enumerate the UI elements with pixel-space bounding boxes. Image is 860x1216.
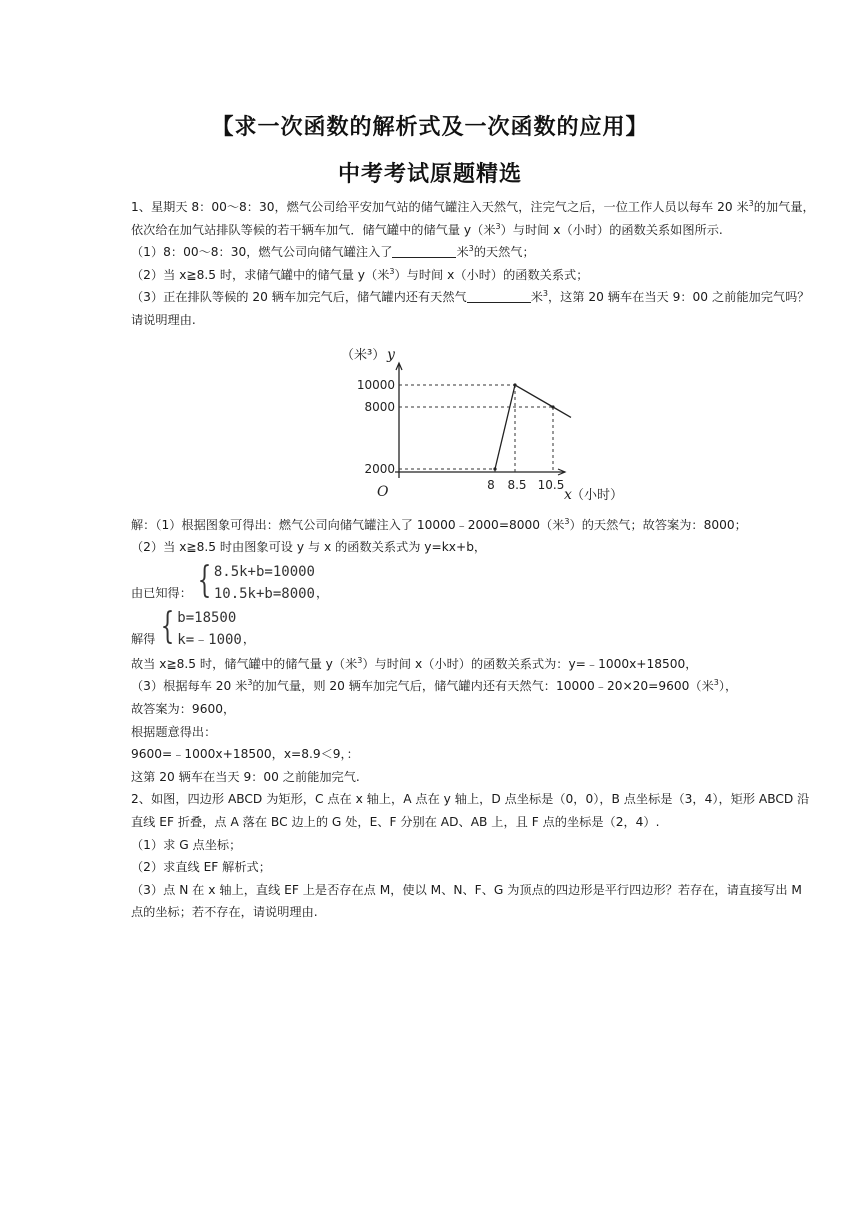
document-body [131,196,835,924]
answer-blank [392,245,456,258]
q2-line-2: 直线 EF 折叠，点 A 落在 BC 边上的 G 处，E、F 分别在 AD、AB 上，且 F 点的坐标是（2，4）. [131,814,660,829]
x-tick-label: 10.5 [537,477,565,492]
equation: 8.5k+b=10000 [213,563,315,580]
x-tick-label: 8 [487,477,495,492]
equation: k=﹣1000 [177,631,242,648]
y-tick-label: 2000 [364,461,395,476]
main-title: 【求一次函数的解析式及一次函数的应用】 [211,115,649,140]
sub-title: 中考考试原题精选 [337,162,522,187]
equation-system-1: 由已知得： { 8.5k+b=10000 10.5k+b=8000 ， [131,561,835,605]
equation: b=18500 [177,609,237,626]
sol-line-1: 解：（1）根据图象可得出：燃气公司向储气罐注入了 10000﹣2000=8000（米$^3$）的天然气；故答案为：8000； [131,516,747,532]
brace-icon: { [197,559,212,601]
data-point [551,405,554,408]
graph-guides [399,385,553,472]
q2-item-1: （1）求 G 点坐标； [131,837,242,852]
equation-system-2: 解得 { b=18500 k=﹣1000 ， [131,607,835,651]
sol-line-10: 这第 20 辆车在当天 9：00 之前能加完气. [131,769,360,784]
storage-graph [341,346,624,508]
y-tick-label: 10000 [356,377,395,392]
q2-item-3-cont: 点的坐标；若不存在，请说明理由. [131,905,318,920]
x-unit-label: （小时） [571,487,624,503]
sol-line-5: 故当 x≧8.5 时，储气罐中的储气量 y（米$^3$）与时间 x（小时）的函数关系式为：y=﹣1000x+18500， [131,655,698,671]
q2-item-3: （3）点 N 在 x 轴上，直线 EF 上是否存在点 M，使以 M、N、F、G 为顶点的四边形是平行四边形？若存在，请直接写出 M [131,882,802,897]
q1-item-3-cont: 请说明理由. [131,312,196,327]
q1-intro-line2: 依次给在加气站排队等候的若干辆车加气．储气罐中的储气量 y（米$^3$）与时间 x（小时）的函数关系如图所示. [131,221,723,237]
equation: 10.5k+b=8000 [213,585,315,602]
data-point [513,383,516,386]
q2-item-2: （2）求直线 EF 解析式； [131,860,271,875]
data-point [493,467,496,470]
q1-item-3: （3）正在排队等候的 20 辆车加完气后，储气罐内还有天然气 米$^3$，这第 20 辆车在当天 9：00 之前能加完气吗？ [131,289,810,305]
answer-blank [467,290,531,303]
origin-label: O [377,483,389,500]
sol-line-6: （3）根据每车 20 米$^3$的加气量，则 20 辆车加完气后，储气罐内还有天然气：10000﹣20×20=9600（米$^3$）， [131,678,738,694]
q2-line-1: 2、如图，四边形 ABCD 为矩形，C 点在 x 轴上，A 点在 y 轴上，D 点坐标是（0，0），B 点坐标是（3，4），矩形 ABCD 沿 [131,792,810,807]
y-tick-label: 8000 [364,399,395,414]
sol-line-2: （2）当 x≧8.5 时由图象可设 y 与 x 的函数关系式为 y=kx+b， [131,540,487,555]
graph-axes [357,363,565,492]
x-tick-label: 8.5 [507,477,527,492]
graph-series [493,383,571,470]
graph-labels [341,347,623,503]
q1-item-1: （1）8：00～8：30，燃气公司向储气罐注入了 米$^3$的天然气； [131,244,535,260]
brace-icon: { [160,605,175,647]
y-unit-label: （米³） [341,347,386,363]
sol-line-9: 9600=﹣1000x+18500，x=8.9＜9，： [131,747,359,762]
q1-intro-line1: 1、星期天 8：00～8：30，燃气公司给平安加气站的储气罐注入天然气，注完气之后，一位工作人员以每车 20 米$^3$的加气量， [131,199,815,214]
y-axis-var: y [387,346,395,363]
sol-line-8: 根据题意得出： [131,724,217,739]
sol-line-7: 故答案为：9600， [131,701,236,716]
series-line [495,385,571,469]
x-axis-var: x [564,486,572,503]
q1-item-2: （2）当 x≧8.5 时，求储气罐中的储气量 y（米$^3$）与时间 x（小时）的函数关系式； [131,266,589,282]
